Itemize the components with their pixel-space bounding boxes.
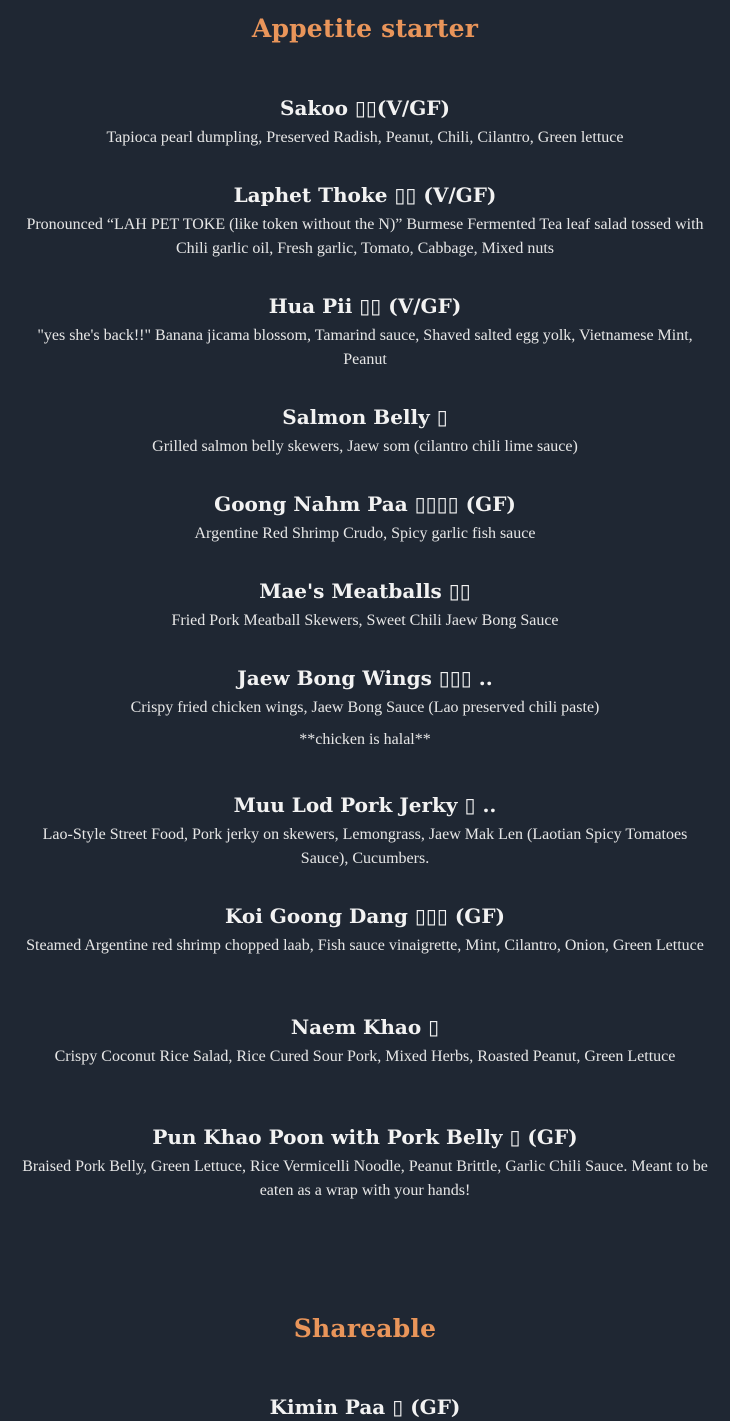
menu-item-muu-lod-pork-jerky: [20, 791, 710, 871]
menu-item-pun-khao-poon: [20, 1123, 710, 1203]
menu-item-name: Sakoo ▯▯(V/GF): [280, 96, 450, 120]
menu-item-goong-nahm-paa: [20, 490, 710, 546]
menu-item-name: Muu Lod Pork Jerky ▯ ..: [233, 793, 497, 817]
menu-item-name: Hua Pii ▯▯ (V/GF): [268, 294, 462, 318]
menu-item-name: Jaew Bong Wings ▯▯▯ ..: [237, 666, 493, 690]
menu-item-description: Lao-Style Street Food, Pork jerky on skewers, Lemongrass, Jaew Mak Len (Laotian Spicy Tomatoes Sauce), Cucumbers.: [42, 826, 688, 867]
menu-item-description: Tapioca pearl dumpling, Preserved Radish, Peanut, Chili, Cilantro, Green lettuce: [106, 129, 624, 146]
menu-item-description: Argentine Red Shrimp Crudo, Spicy garlic fish sauce: [194, 525, 536, 542]
menu-item-name: Naem Khao ▯: [290, 1015, 440, 1039]
menu-item-description: Crispy Coconut Rice Salad, Rice Cured Sour Pork, Mixed Herbs, Roasted Peanut, Green Lettuce: [54, 1048, 676, 1065]
section-title-shareable: Shareable: [293, 1314, 437, 1343]
menu-item-description: Braised Pork Belly, Green Lettuce, Rice Vermicelli Noodle, Peanut Brittle, Garlic Chili Sauce. Meant to be eaten as a wrap with your hands!: [22, 1158, 708, 1199]
menu-item-description: Steamed Argentine red shrimp chopped laab, Fish sauce vinaigrette, Mint, Cilantro, Onion, Green Lettuce: [26, 937, 704, 954]
menu-item-description: Crispy fried chicken wings, Jaew Bong Sauce (Lao preserved chili paste): [130, 699, 600, 716]
menu-item-description: Grilled salmon belly skewers, Jaew som (cilantro chili lime sauce): [152, 438, 578, 455]
menu-item-name: Mae's Meatballs ▯▯: [259, 579, 471, 603]
menu-item-koi-goong-dang: [20, 902, 710, 958]
menu-item-laphet-thoke: [20, 181, 710, 261]
menu-item-description: "yes she's back!!" Banana jicama blossom, Tamarind sauce, Shaved salted egg yolk, Vietnamese Mint, Peanut: [37, 327, 693, 368]
menu-item-name: Koi Goong Dang ▯▯▯ (GF): [224, 904, 506, 928]
menu-item-description: Fried Pork Meatball Skewers, Sweet Chili Jaew Bong Sauce: [171, 612, 559, 629]
menu-item-note: **chicken is halal**: [299, 731, 431, 748]
menu-item-naem-khao: [20, 1013, 710, 1069]
section-title-appetite-starter: Appetite starter: [251, 14, 479, 43]
menu-item-name: Goong Nahm Paa ▯▯▯▯ (GF): [214, 492, 516, 516]
menu-item-name: Laphet Thoke ▯▯ (V/GF): [233, 183, 497, 207]
menu-item-name: Pun Khao Poon with Pork Belly ▯ (GF): [152, 1125, 578, 1149]
menu-item-jaew-bong-wings: [20, 664, 710, 752]
menu-item-maes-meatballs: [20, 577, 710, 633]
menu-item-description: Pronounced “LAH PET TOKE (like token without the N)” Burmese Fermented Tea leaf salad tossed with Chili garlic oil, Fresh garlic, Tomato, Cabbage, Mixed nuts: [26, 216, 704, 257]
menu-item-name: Salmon Belly ▯: [282, 405, 448, 429]
menu-item-salmon-belly: [20, 403, 710, 459]
menu-item-sakoo: [20, 94, 710, 150]
menu-item-name: Kimin Paa ▯ (GF): [269, 1395, 461, 1419]
menu-item-hua-pii: [20, 292, 710, 372]
